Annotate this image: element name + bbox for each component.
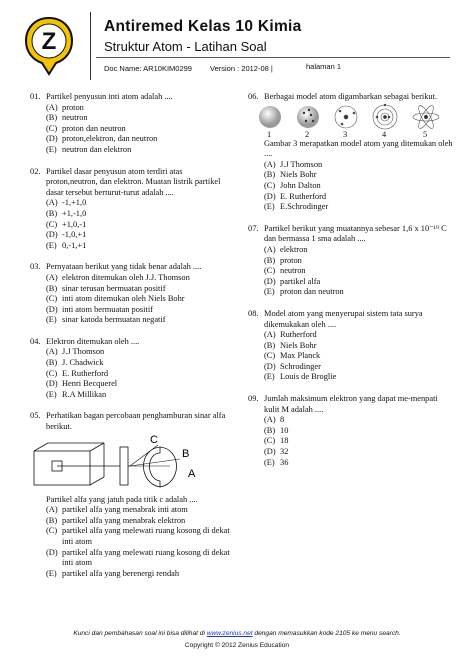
option-text: E.Schrodinger <box>280 202 329 212</box>
answer-option <box>248 202 453 213</box>
option-letter: (C) <box>264 351 276 361</box>
page-subtitle: Struktur Atom - Latihan Soal <box>104 39 267 54</box>
figure-number: 4 <box>382 129 387 139</box>
option-letter: (A) <box>46 347 58 357</box>
header-divider <box>90 12 91 80</box>
zenius-logo <box>22 16 76 76</box>
figure-number: 3 <box>343 129 348 139</box>
answer-option <box>30 569 230 580</box>
atom-model-1 <box>259 106 281 128</box>
option-text: -1,+1,0 <box>62 198 87 208</box>
answer-option <box>30 516 230 527</box>
answer-option <box>248 160 453 171</box>
option-letter: (C) <box>264 180 276 190</box>
question-number: 01. <box>30 92 41 101</box>
figure-number: 5 <box>423 129 428 139</box>
answer-option <box>30 390 230 401</box>
answer-option <box>248 192 453 203</box>
option-letter: (D) <box>46 134 58 144</box>
answer-option <box>248 341 453 352</box>
option-letter: (B) <box>264 425 276 435</box>
option-text: sinar katoda bermuatan negatif <box>62 315 166 325</box>
question-text: Jumlah maksimum elektron yang dapat me-menpati kulit M adalah .... <box>264 394 438 414</box>
alpha-scattering-diagram <box>30 433 230 495</box>
answer-option <box>248 245 453 256</box>
option-text: +1,0,-1 <box>62 219 87 229</box>
option-letter: (C) <box>46 123 58 133</box>
question <box>30 92 230 156</box>
answer-option <box>248 287 453 298</box>
question-text: Perhatikan bagan percobaan penghamburan sinar alfa berikut. <box>46 411 226 432</box>
option-letter: (C) <box>46 294 58 304</box>
option-text: 10 <box>280 425 289 435</box>
option-text: Max Planck <box>280 351 321 361</box>
question-row <box>248 224 453 245</box>
question-text-2: Gambar 3 merapatkan model atom yang ditemukan oleh .... <box>264 138 453 159</box>
option-letter: (E) <box>264 372 275 382</box>
option-text: neutron dan elektron <box>62 144 132 154</box>
answer-option <box>248 426 453 437</box>
answer-option <box>30 241 230 252</box>
question-text: Partikel penyusun inti atom adalah .... <box>46 92 173 101</box>
answer-option <box>30 230 230 241</box>
question-row <box>30 262 230 273</box>
option-letter: (A) <box>264 330 276 340</box>
question <box>248 394 453 468</box>
option-letter: (B) <box>264 170 276 180</box>
answer-option <box>30 145 230 156</box>
option-text: neutron <box>280 266 306 276</box>
question-number: 02. <box>30 166 41 176</box>
option-letter: (E) <box>46 240 57 250</box>
answer-option <box>30 379 230 390</box>
question-text: Partikel berikut yang muatannya sebesar 1,6 x 10⁻¹⁹ C dan bermassa 1 sma adalah .... <box>264 223 447 244</box>
answer-option <box>30 103 230 114</box>
option-letter: (A) <box>46 198 58 208</box>
question <box>30 262 230 326</box>
option-letter: (A) <box>46 505 58 515</box>
option-text: 32 <box>280 447 289 457</box>
doc-version: Version : 2012-08 | <box>210 64 273 73</box>
question-number: 07. <box>248 223 259 233</box>
answer-option <box>248 436 453 447</box>
option-letter: (E) <box>46 568 57 578</box>
answer-option <box>248 458 453 469</box>
copyright: Copyright © 2012 Zenius Education <box>184 642 290 649</box>
option-text: J.J Thomson <box>280 159 323 169</box>
question <box>30 337 230 401</box>
option-text: -1,0,+1 <box>62 230 87 240</box>
answer-option <box>248 181 453 192</box>
question-number: 09. <box>248 394 259 404</box>
atom-model-4 <box>373 104 397 129</box>
option-text: Schrodinger <box>280 361 321 371</box>
option-text: 8 <box>280 415 285 425</box>
question <box>248 309 453 383</box>
question-06 <box>248 92 453 213</box>
answer-option <box>248 351 453 362</box>
question-row <box>30 167 230 199</box>
option-letter: (C) <box>46 526 58 536</box>
option-letter: (A) <box>264 244 276 254</box>
answer-option <box>30 505 230 516</box>
question-text: Partikel dasar penyusun atom terdiri atas proton,neutron, dan elektron. Muatan listrik partikel dasar tersebut berturut-turut adalah .... <box>46 166 221 197</box>
page-title: Antiremed Kelas 10 Kimia <box>104 18 302 35</box>
option-letter: (E) <box>46 315 57 325</box>
option-letter: (E) <box>264 287 275 297</box>
answer-option <box>248 415 453 426</box>
answer-option <box>30 284 230 295</box>
option-text: partikel alfa yang berenergi rendah <box>62 568 180 578</box>
logo-letter: Z <box>41 28 57 55</box>
answer-option <box>30 273 230 284</box>
option-text: partikel alfa yang menabrak elektron <box>62 515 186 525</box>
option-letter: (C) <box>264 266 276 276</box>
option-letter: (A) <box>46 272 58 282</box>
left-column <box>30 92 230 590</box>
answer-option <box>30 209 230 220</box>
option-text: proton <box>62 102 84 112</box>
zenius-link[interactable]: www.zenius.net <box>206 630 253 637</box>
option-text: Louis de Broglie <box>280 372 337 382</box>
option-text: John Dalton <box>280 180 321 190</box>
option-text: elektron <box>280 244 308 254</box>
answer-option <box>248 170 453 181</box>
footer-note: Kunci dan pembahasan soal ini bisa dilihat di www.zenius.net dengan memasukkan kode 2105 ke menu search. <box>73 630 401 637</box>
option-letter: (B) <box>46 515 58 525</box>
question-number: 04. <box>30 336 41 346</box>
option-letter: (B) <box>264 340 276 350</box>
answer-option <box>30 548 230 569</box>
header-rule <box>96 57 450 58</box>
option-text: Niels Bohr <box>280 170 317 180</box>
option-letter: (A) <box>46 102 58 112</box>
question-text: Berbagai model atom digambarkan sebagai berikut. <box>264 92 438 101</box>
option-letter: (E) <box>264 457 275 467</box>
page-number: halaman 1 <box>306 62 342 71</box>
answer-option <box>30 294 230 305</box>
option-letter: (E) <box>264 202 275 212</box>
answer-option <box>30 220 230 231</box>
option-text: partikel alfa <box>280 276 321 286</box>
option-letter: (E) <box>46 144 57 154</box>
question-05 <box>30 411 230 579</box>
answer-option <box>30 305 230 316</box>
atom-model-2 <box>297 106 319 128</box>
option-text: J.J Thomson <box>62 347 105 357</box>
answer-option <box>30 526 230 547</box>
option-letter: (D) <box>264 447 276 457</box>
option-letter: (A) <box>264 415 276 425</box>
option-letter: (D) <box>46 379 58 389</box>
figure-number: 2 <box>305 129 310 139</box>
option-text: 18 <box>280 436 289 446</box>
option-letter: (D) <box>264 361 276 371</box>
option-text: proton dan neutron <box>280 287 344 297</box>
option-text: R.A Millikan <box>62 389 107 399</box>
answer-option <box>248 256 453 267</box>
answer-option <box>30 347 230 358</box>
doc-name: Doc Name: AR10KIM0299 <box>104 64 192 73</box>
option-text: partikel alfa yang melewati ruang kosong di dekat inti atom <box>62 526 230 546</box>
option-text: J. Chadwick <box>62 358 104 368</box>
answer-option <box>248 330 453 341</box>
option-text: proton,elektron, dan neutron <box>62 134 158 144</box>
figure-number: 1 <box>267 129 272 139</box>
answer-option <box>30 358 230 369</box>
question-text-2: Partikel alfa yang jatuh pada titik c adalah .... <box>46 494 198 504</box>
question-text: Elektron ditemukan oleh .... <box>46 336 140 346</box>
answer-option <box>248 266 453 277</box>
answer-option <box>30 315 230 326</box>
option-letter: (B) <box>46 113 58 123</box>
question <box>30 167 230 252</box>
option-letter: (B) <box>46 283 58 293</box>
answer-option <box>30 113 230 124</box>
option-text: Niels Bohr <box>280 340 317 350</box>
option-text: elektron ditemukan oleh J.J. Thomson <box>62 272 190 282</box>
question-number: 05. <box>30 411 41 421</box>
question <box>248 224 453 298</box>
question-row <box>30 92 230 103</box>
right-column <box>248 92 453 479</box>
option-letter: (B) <box>264 255 276 265</box>
option-text: sinar terusan bermuatan positif <box>62 283 166 293</box>
question-text: Pernyataan berikut yang tidak benar adalah .... <box>46 262 202 272</box>
answer-option <box>30 198 230 209</box>
option-letter: (C) <box>46 368 58 378</box>
option-letter: (D) <box>46 304 58 314</box>
option-letter: (B) <box>46 358 58 368</box>
option-text: inti atom ditemukan oleh Niels Bohr <box>62 294 185 304</box>
option-letter: (A) <box>264 159 276 169</box>
option-text: partikel alfa yang melewati ruang kosong di dekat inti atom <box>62 547 230 568</box>
option-text: 0,-1,+1 <box>62 240 87 250</box>
answer-option <box>30 124 230 135</box>
option-text: proton <box>280 255 302 265</box>
option-text: Rutherford <box>280 330 317 340</box>
option-text: proton dan neutron <box>62 123 126 133</box>
option-text: neutron <box>62 113 88 123</box>
option-letter: (E) <box>46 389 57 399</box>
label-b: B <box>182 447 190 460</box>
option-text: +1,-1,0 <box>62 208 87 218</box>
option-text: inti atom bermuatan positif <box>62 304 153 314</box>
question-row <box>248 394 453 415</box>
option-text: E. Rutherford <box>62 368 109 378</box>
option-letter: (D) <box>264 191 276 201</box>
question-row <box>30 337 230 348</box>
answer-option <box>248 362 453 373</box>
answer-option <box>248 277 453 288</box>
atom-models-figure <box>248 103 453 139</box>
label-a: A <box>188 467 196 480</box>
answer-option <box>30 369 230 380</box>
option-text: partikel alfa yang menabrak inti atom <box>62 505 188 515</box>
option-letter: (D) <box>264 276 276 286</box>
question-row <box>248 309 453 330</box>
option-letter: (C) <box>264 436 276 446</box>
option-letter: (D) <box>46 547 58 557</box>
atom-model-5 <box>413 103 439 130</box>
label-c: C <box>150 433 158 446</box>
option-text: 36 <box>280 457 289 467</box>
question-number: 06. <box>248 92 259 101</box>
question-number: 08. <box>248 308 259 318</box>
question-text: Model atom yang menyerupai sistem tata surya dikemukakan oleh .... <box>264 308 423 329</box>
option-letter: (C) <box>46 219 58 229</box>
answer-option <box>30 134 230 145</box>
option-letter: (B) <box>46 208 58 218</box>
answer-option <box>248 447 453 458</box>
option-letter: (D) <box>46 230 58 240</box>
question-number: 03. <box>30 262 41 272</box>
answer-option <box>248 372 453 383</box>
option-text: Henri Becquerel <box>62 379 118 389</box>
option-text: E. Rutherford <box>280 191 327 201</box>
atom-model-3 <box>335 106 357 128</box>
